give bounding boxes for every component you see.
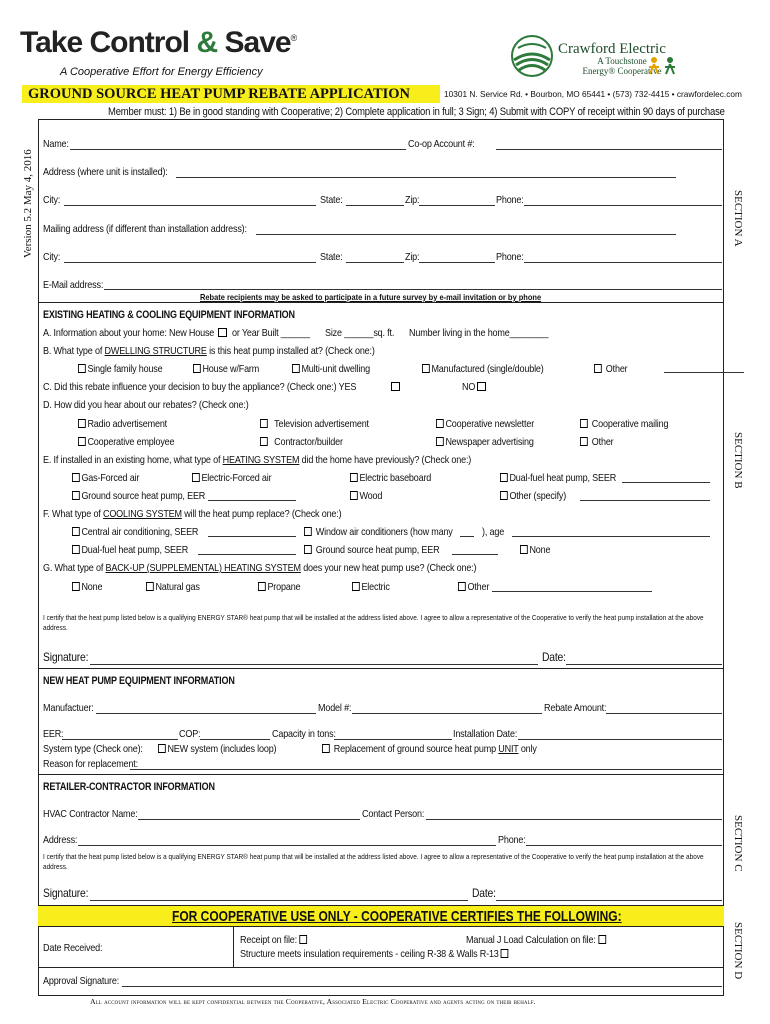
installation-date-label: Installation Date:: [453, 728, 518, 740]
question-a-label: A. Information about your home: New House: [43, 327, 215, 339]
cooling-window-age-label: ), age: [482, 526, 505, 538]
cooling-option-ground-source[interactable]: Ground source heat pump, EER: [304, 544, 439, 557]
logo-save: Save: [224, 26, 291, 59]
rebate-amount-label: Rebate Amount:: [544, 702, 607, 714]
confidentiality-footer: All account information will be kept confidential between the Cooperative, Associated Electric Cooperative and agents acting on their behalf.: [90, 997, 536, 1006]
checkbox-icon[interactable]: [350, 491, 358, 500]
mailing-city-label: City:: [43, 251, 61, 263]
checkbox-icon[interactable]: [580, 419, 588, 428]
mailing-state-input[interactable]: [346, 262, 404, 263]
date-input-c[interactable]: [496, 900, 722, 901]
influence-no-label: NO: [462, 381, 476, 393]
checkbox-icon[interactable]: [304, 545, 312, 554]
checkbox-icon[interactable]: [500, 491, 508, 500]
dwelling-option-multi-unit[interactable]: Multi-unit dwelling: [292, 363, 370, 376]
checkbox-icon[interactable]: [146, 582, 154, 591]
install-address-input[interactable]: [176, 177, 676, 178]
mailing-phone-label: Phone:: [496, 251, 524, 263]
signature-label-b: Signature:: [43, 650, 89, 664]
account-input[interactable]: [496, 149, 722, 150]
cooperative-use-banner: [38, 905, 724, 927]
install-address-label: Address (where unit is installed):: [43, 166, 168, 178]
checkbox-icon[interactable]: [520, 545, 528, 554]
cooling-option-window[interactable]: Window air conditioners (how many: [304, 526, 453, 539]
checkbox-icon[interactable]: [422, 364, 430, 373]
system-option-replacement[interactable]: Replacement of ground source heat pump UNIT only: [322, 743, 537, 756]
coop-globe-icon: [510, 34, 554, 78]
checkbox-icon[interactable]: [322, 744, 330, 753]
contact-person-input[interactable]: [426, 819, 722, 820]
logo-take-control: Take Control: [20, 26, 190, 59]
equipment-heading: NEW HEAT PUMP EQUIPMENT INFORMATION: [43, 675, 235, 687]
name-label: Name:: [43, 138, 69, 150]
checkbox-icon[interactable]: [72, 491, 80, 500]
checkbox-icon[interactable]: [352, 582, 360, 591]
mailing-city-input[interactable]: [64, 262, 316, 263]
checkbox-icon[interactable]: [78, 364, 86, 373]
model-label: Model #:: [318, 702, 352, 714]
divider-equipment: [38, 668, 724, 669]
manufacturer-label: Manufactuer:: [43, 702, 94, 714]
influence-yes-checkbox[interactable]: [391, 382, 400, 391]
coop-sub: A Touchstone Energy® Cooperative: [582, 56, 662, 76]
checkbox-icon[interactable]: [260, 419, 268, 428]
hear-option-contractor[interactable]: Contractor/builder: [260, 436, 343, 449]
heating-ground-eer-input[interactable]: [208, 500, 296, 501]
dwelling-other-input[interactable]: [664, 372, 744, 373]
cop-label: COP:: [179, 728, 201, 740]
signature-input-b[interactable]: [90, 664, 538, 665]
mailing-zip-label: Zip:: [405, 251, 420, 263]
capacity-input[interactable]: [334, 739, 452, 740]
contractor-address-label: Address:: [43, 834, 78, 846]
backup-option-propane[interactable]: Propane: [258, 581, 300, 594]
capacity-label: Capacity in tons:: [272, 728, 336, 740]
phone-label: Phone:: [496, 194, 524, 206]
heating-option-baseboard[interactable]: Electric baseboard: [350, 472, 431, 485]
cooling-window-age-input[interactable]: [512, 536, 710, 537]
phone-input[interactable]: [524, 205, 722, 206]
hear-option-mailing[interactable]: Cooperative mailing: [580, 418, 668, 431]
hear-option-television[interactable]: Television advertisement: [260, 418, 369, 431]
backup-option-other[interactable]: Other: [458, 581, 489, 594]
divider-section-a: [38, 302, 724, 303]
manufacturer-input[interactable]: [96, 713, 316, 714]
checkbox-icon[interactable]: [436, 419, 444, 428]
heating-dual-fuel-seer-input[interactable]: [622, 482, 710, 483]
installation-date-input[interactable]: [518, 739, 722, 740]
date-received-label: Date Received:: [43, 942, 103, 954]
date-label-c: Date:: [472, 886, 496, 900]
manual-j-on-file[interactable]: Manual J Load Calculation on file:: [466, 934, 607, 947]
heating-option-electric-forced[interactable]: Electric-Forced air: [192, 472, 271, 485]
checkbox-icon[interactable]: [192, 473, 200, 482]
zip-input[interactable]: [419, 205, 495, 206]
year-built-field[interactable]: or Year Built ______: [232, 327, 310, 339]
heating-option-dual-fuel[interactable]: Dual-fuel heat pump, SEER: [500, 472, 616, 485]
checkbox-icon[interactable]: [78, 437, 86, 446]
question-g-label: G. What type of BACK-UP (SUPPLEMENTAL) HEATING SYSTEM does your new heat pump use? (Check one:): [43, 562, 477, 574]
form-title: GROUND SOURCE HEAT PUMP REBATE APPLICATION: [28, 86, 411, 102]
hear-option-employee[interactable]: Cooperative employee: [78, 436, 174, 449]
heating-option-ground-source[interactable]: Ground source heat pump, EER: [72, 490, 205, 503]
checkbox-icon[interactable]: [350, 473, 358, 482]
dwelling-option-house-farm[interactable]: House w/Farm: [193, 363, 259, 376]
heating-option-other[interactable]: Other (specify): [500, 490, 566, 503]
influence-no-checkbox[interactable]: [477, 382, 486, 391]
zip-label: Zip:: [405, 194, 420, 206]
state-label: State:: [320, 194, 343, 206]
checkbox-icon[interactable]: [72, 582, 80, 591]
question-b-label: B. What type of DWELLING STRUCTURE is this heat pump installed at? (Check one:): [43, 345, 375, 357]
new-house-checkbox[interactable]: [218, 328, 227, 337]
cooling-central-seer-input[interactable]: [208, 536, 296, 537]
name-input[interactable]: [70, 149, 406, 150]
coop-logo: [508, 34, 688, 84]
contact-person-label: Contact Person:: [362, 808, 425, 820]
form-title-bar: [22, 85, 440, 103]
backup-option-natural-gas[interactable]: Natural gas: [146, 581, 200, 594]
question-f-label: F. What type of COOLING SYSTEM will the heat pump replace? (Check one:): [43, 508, 342, 520]
mailing-phone-input[interactable]: [524, 262, 722, 263]
backup-option-electric[interactable]: Electric: [352, 581, 390, 594]
checkbox-icon[interactable]: [436, 437, 444, 446]
cooling-option-dual-fuel[interactable]: Dual-fuel heat pump, SEER: [72, 544, 188, 557]
survey-note: Rebate recipients may be asked to participate in a future survey by e-mail invitation or by phone: [200, 292, 542, 302]
approval-signature-label: Approval Signature:: [43, 975, 120, 987]
logo-reg: ®: [290, 33, 297, 43]
state-input[interactable]: [346, 205, 404, 206]
checkbox-icon[interactable]: [78, 419, 86, 428]
hear-option-newspaper[interactable]: Newspaper advertising: [436, 436, 534, 449]
cooling-ground-eer-input[interactable]: [452, 554, 498, 555]
heating-option-wood[interactable]: Wood: [350, 490, 382, 503]
logo: [20, 26, 330, 78]
heating-other-input[interactable]: [580, 500, 710, 501]
certify-statement-c: I certify that the heat pump listed below is a qualifying ENERGY STAR® heat pump that will be installed at the address listed above. I agree to allow a representative of the Cooperative to verify the heat pump installation at the above address.: [43, 852, 704, 871]
reason-replacement-label: Reason for replacement:: [43, 758, 138, 770]
coop-name: Crawford Electric: [558, 41, 666, 57]
checkbox-icon[interactable]: [580, 437, 588, 446]
contractor-address-input[interactable]: [78, 845, 496, 846]
email-label: E-Mail address:: [43, 279, 104, 291]
contractor-phone-label: Phone:: [498, 834, 526, 846]
checkbox-icon[interactable]: [72, 473, 80, 482]
dwelling-option-manufactured[interactable]: Manufactured (single/double): [422, 363, 544, 376]
mailing-address-label: Mailing address (if different than installation address):: [43, 223, 247, 235]
cooperative-use-title: FOR COOPERATIVE USE ONLY - COOPERATIVE CERTIFIES THE FOLLOWING:: [172, 908, 622, 925]
approval-signature-input[interactable]: [122, 986, 722, 987]
checkbox-icon[interactable]: [292, 364, 300, 373]
logo-ampersand: &: [196, 26, 218, 59]
question-d-label: D. How did you hear about our rebates? (Check one:): [43, 399, 249, 411]
signature-input-c[interactable]: [90, 900, 468, 901]
checkbox-icon[interactable]: [72, 527, 80, 536]
certify-statement-b: I certify that the heat pump listed below is a qualifying ENERGY STAR® heat pump that will be installed at the address listed above. I agree to allow a representative of the Cooperative to verify the heat pump installation at the above address.: [43, 613, 704, 632]
touchstone-people-icon: [648, 56, 678, 76]
cop-input[interactable]: [200, 739, 270, 740]
cooling-dual-fuel-seer-input[interactable]: [198, 554, 296, 555]
city-input[interactable]: [64, 205, 316, 206]
hear-option-newsletter[interactable]: Cooperative newsletter: [436, 418, 534, 431]
dwelling-option-single-family[interactable]: Single family house: [78, 363, 162, 376]
checkbox-icon[interactable]: [458, 582, 466, 591]
cooling-option-none[interactable]: None: [520, 544, 550, 557]
checkbox-icon[interactable]: [260, 437, 268, 446]
member-requirements: Member must: 1) Be in good standing with Cooperative; 2) Complete application in full; 3 Sign; 4) Submit with COPY of receipt within 90 days of purchase: [108, 106, 725, 118]
mailing-address-input[interactable]: [256, 234, 676, 235]
eer-input[interactable]: [62, 739, 178, 740]
checkbox-icon[interactable]: [598, 935, 606, 944]
mailing-state-label: State:: [320, 251, 343, 263]
question-e-label: E. If installed in an existing home, what type of HEATING SYSTEM did the home have previously? (Check one:): [43, 454, 472, 466]
insulation-requirements[interactable]: Structure meets insulation requirements - ceiling R-38 & Walls R-13: [240, 948, 510, 961]
number-living-field[interactable]: Number living in the home________: [409, 327, 549, 339]
backup-option-none[interactable]: None: [72, 581, 102, 594]
checkbox-icon[interactable]: [193, 364, 201, 373]
signature-label-c: Signature:: [43, 886, 89, 900]
model-input[interactable]: [352, 713, 542, 714]
system-type-label: System type (Check one):: [43, 743, 143, 755]
receipt-on-file[interactable]: Receipt on file:: [240, 934, 309, 947]
section-a-label: SECTION A: [732, 190, 744, 247]
cooling-option-central[interactable]: Central air conditioning, SEER: [72, 526, 198, 539]
date-input-b[interactable]: [566, 664, 722, 665]
section-c-label: SECTION C: [732, 815, 744, 872]
checkbox-icon[interactable]: [258, 582, 266, 591]
checkbox-icon[interactable]: [72, 545, 80, 554]
backup-other-input[interactable]: [492, 591, 652, 592]
checkbox-icon[interactable]: [299, 935, 307, 944]
checkbox-icon[interactable]: [304, 527, 312, 536]
date-label-b: Date:: [542, 650, 566, 664]
rebate-amount-input[interactable]: [606, 713, 722, 714]
dwelling-option-other[interactable]: Other: [594, 363, 628, 376]
city-label: City:: [43, 194, 61, 206]
checkbox-icon[interactable]: [500, 473, 508, 482]
mailing-zip-input[interactable]: [419, 262, 495, 263]
hear-option-other[interactable]: Other: [580, 436, 614, 449]
hear-option-radio[interactable]: Radio advertisement: [78, 418, 167, 431]
contractor-phone-input[interactable]: [526, 845, 722, 846]
reason-replacement-input[interactable]: [130, 769, 722, 770]
heating-option-gas[interactable]: Gas-Forced air: [72, 472, 139, 485]
logo-tagline: A Cooperative Effort for Energy Efficiency: [60, 66, 263, 78]
cooling-window-count-input[interactable]: [460, 536, 474, 537]
checkbox-icon[interactable]: [501, 949, 509, 958]
contractor-name-label: HVAC Contractor Name:: [43, 808, 138, 820]
checkbox-icon[interactable]: [594, 364, 602, 373]
version-label: Version 5.2 May 4, 2016: [22, 149, 34, 258]
coop-address: 10301 N. Service Rd. • Bourbon, MO 65441 • (573) 732-4415 • crawfordelec.com: [444, 89, 742, 99]
retailer-heading: RETAILER-CONTRACTOR INFORMATION: [43, 781, 215, 793]
question-c-label: C. Did this rebate influence your decision to buy the appliance? (Check one:) YES: [43, 381, 357, 393]
divider-approval: [38, 967, 724, 968]
section-b-label: SECTION B: [732, 432, 744, 489]
checkbox-icon[interactable]: [158, 744, 166, 753]
system-option-new[interactable]: NEW system (includes loop): [158, 743, 276, 756]
size-field[interactable]: Size ______sq. ft.: [325, 327, 395, 339]
divider-section-b: [38, 774, 724, 775]
eer-label: EER:: [43, 728, 64, 740]
contractor-name-input[interactable]: [138, 819, 360, 820]
existing-equipment-heading: EXISTING HEATING & COOLING EQUIPMENT INFORMATION: [43, 309, 295, 321]
email-input[interactable]: [104, 289, 722, 290]
section-d-label: SECTION D: [732, 922, 744, 980]
account-label: Co-op Account #:: [408, 138, 475, 150]
